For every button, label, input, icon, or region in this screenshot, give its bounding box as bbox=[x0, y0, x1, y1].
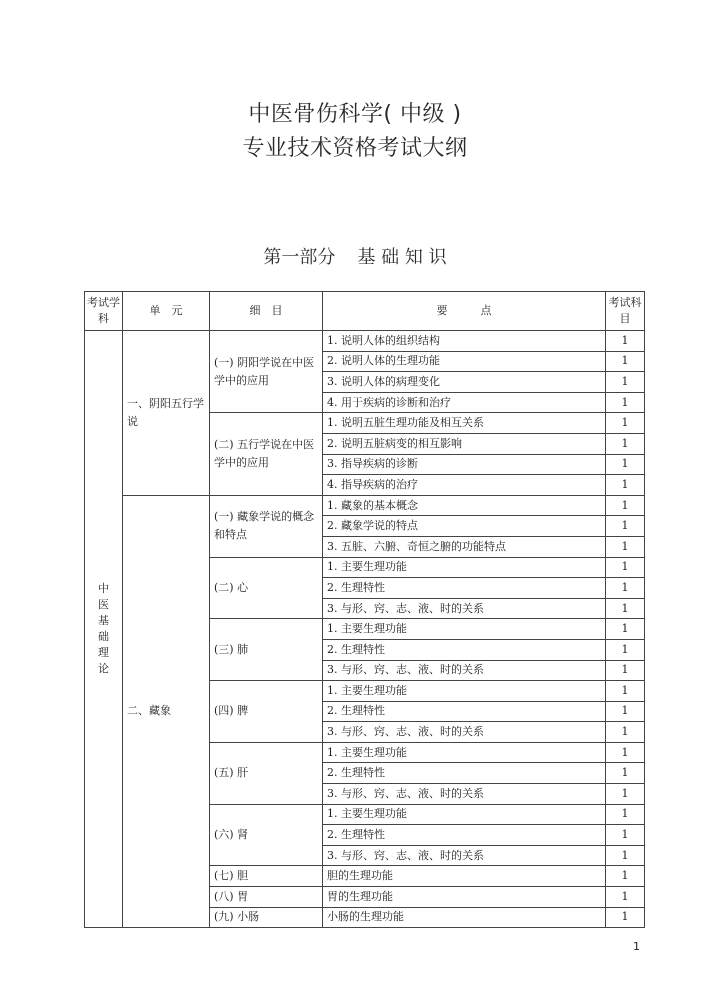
point-cell: 1. 主要生理功能 bbox=[323, 742, 606, 763]
point-cell: 2. 说明五脏病变的相互影响 bbox=[323, 433, 606, 454]
document-title: 中医骨伤科学( 中级 ) bbox=[248, 102, 462, 127]
detail-cell: (七) 胆 bbox=[210, 866, 323, 887]
table-row bbox=[85, 331, 645, 352]
table-row bbox=[85, 495, 645, 516]
exam-cell: 1 bbox=[606, 433, 645, 454]
page-number: 1 bbox=[633, 940, 640, 953]
table-header-row bbox=[85, 292, 645, 331]
point-cell: 1. 说明五脏生理功能及相互关系 bbox=[323, 413, 606, 434]
exam-cell: 1 bbox=[606, 639, 645, 660]
subject-cell: 中医基础理论 bbox=[85, 331, 123, 928]
exam-cell: 1 bbox=[606, 331, 645, 352]
detail-cell: (五) 肝 bbox=[210, 742, 323, 804]
point-cell: 1. 说明人体的组织结构 bbox=[323, 331, 606, 352]
point-cell: 1. 主要生理功能 bbox=[323, 619, 606, 640]
exam-cell: 1 bbox=[606, 722, 645, 743]
point-cell: 3. 与形、窍、志、液、时的关系 bbox=[323, 845, 606, 866]
header-unit: 单 元 bbox=[123, 292, 210, 331]
point-cell: 3. 说明人体的病理变化 bbox=[323, 372, 606, 393]
section-heading bbox=[0, 243, 710, 269]
detail-cell: (九) 小肠 bbox=[210, 907, 323, 928]
detail-cell: (八) 胃 bbox=[210, 887, 323, 908]
point-cell: 1. 藏象的基本概念 bbox=[323, 495, 606, 516]
document-subtitle: 专业技术资格考试大纲 bbox=[242, 136, 468, 161]
exam-cell: 1 bbox=[606, 804, 645, 825]
point-cell: 胃的生理功能 bbox=[323, 887, 606, 908]
exam-cell: 1 bbox=[606, 845, 645, 866]
exam-cell: 1 bbox=[606, 413, 645, 434]
exam-cell: 1 bbox=[606, 578, 645, 599]
exam-cell: 1 bbox=[606, 907, 645, 928]
point-cell: 2. 生理特性 bbox=[323, 763, 606, 784]
detail-cell: (六) 肾 bbox=[210, 804, 323, 866]
unit-cell: 二、藏象 bbox=[123, 495, 210, 927]
point-cell: 2. 生理特性 bbox=[323, 639, 606, 660]
point-cell: 3. 与形、窍、志、液、时的关系 bbox=[323, 598, 606, 619]
point-cell: 3. 指导疾病的诊断 bbox=[323, 454, 606, 475]
exam-cell: 1 bbox=[606, 598, 645, 619]
point-cell: 2. 生理特性 bbox=[323, 825, 606, 846]
exam-cell: 1 bbox=[606, 557, 645, 578]
exam-cell: 1 bbox=[606, 763, 645, 784]
point-cell: 3. 与形、窍、志、液、时的关系 bbox=[323, 784, 606, 805]
header-points: 要 点 bbox=[323, 292, 606, 331]
header-subject: 考试学科 bbox=[85, 292, 123, 331]
exam-cell: 1 bbox=[606, 454, 645, 475]
exam-cell: 1 bbox=[606, 619, 645, 640]
point-cell: 2. 藏象学说的特点 bbox=[323, 516, 606, 537]
unit-cell: 一、阴阳五行学说 bbox=[123, 331, 210, 496]
detail-cell: (一) 藏象学说的概念和特点 bbox=[210, 495, 323, 557]
point-cell: 小肠的生理功能 bbox=[323, 907, 606, 928]
point-cell: 1. 主要生理功能 bbox=[323, 804, 606, 825]
exam-cell: 1 bbox=[606, 516, 645, 537]
exam-cell: 1 bbox=[606, 351, 645, 372]
detail-cell: (二) 五行学说在中医学中的应用 bbox=[210, 413, 323, 495]
header-exam: 考试科目 bbox=[606, 292, 645, 331]
header-detail: 细 目 bbox=[210, 292, 323, 331]
detail-cell: (一) 阴阳学说在中医学中的应用 bbox=[210, 331, 323, 413]
exam-cell: 1 bbox=[606, 392, 645, 413]
exam-cell: 1 bbox=[606, 701, 645, 722]
exam-cell: 1 bbox=[606, 536, 645, 557]
exam-cell: 1 bbox=[606, 784, 645, 805]
exam-cell: 1 bbox=[606, 495, 645, 516]
point-cell: 3. 与形、窍、志、液、时的关系 bbox=[323, 722, 606, 743]
point-cell: 3. 五脏、六腑、奇恒之腑的功能特点 bbox=[323, 536, 606, 557]
section-name: 基 础 知 识 bbox=[357, 247, 447, 268]
point-cell: 1. 主要生理功能 bbox=[323, 557, 606, 578]
detail-cell: (四) 脾 bbox=[210, 681, 323, 743]
point-cell: 胆的生理功能 bbox=[323, 866, 606, 887]
exam-cell: 1 bbox=[606, 681, 645, 702]
point-cell: 4. 用于疾病的诊断和治疗 bbox=[323, 392, 606, 413]
point-cell: 1. 主要生理功能 bbox=[323, 681, 606, 702]
point-cell: 2. 生理特性 bbox=[323, 701, 606, 722]
exam-cell: 1 bbox=[606, 475, 645, 496]
detail-cell: (三) 肺 bbox=[210, 619, 323, 681]
point-cell: 2. 生理特性 bbox=[323, 578, 606, 599]
exam-cell: 1 bbox=[606, 866, 645, 887]
syllabus-table bbox=[84, 291, 645, 928]
exam-cell: 1 bbox=[606, 887, 645, 908]
point-cell: 2. 说明人体的生理功能 bbox=[323, 351, 606, 372]
point-cell: 4. 指导疾病的治疗 bbox=[323, 475, 606, 496]
exam-cell: 1 bbox=[606, 742, 645, 763]
exam-cell: 1 bbox=[606, 372, 645, 393]
exam-cell: 1 bbox=[606, 825, 645, 846]
section-part: 第一部分 bbox=[263, 247, 336, 268]
exam-cell: 1 bbox=[606, 660, 645, 681]
detail-cell: (二) 心 bbox=[210, 557, 323, 619]
point-cell: 3. 与形、窍、志、液、时的关系 bbox=[323, 660, 606, 681]
